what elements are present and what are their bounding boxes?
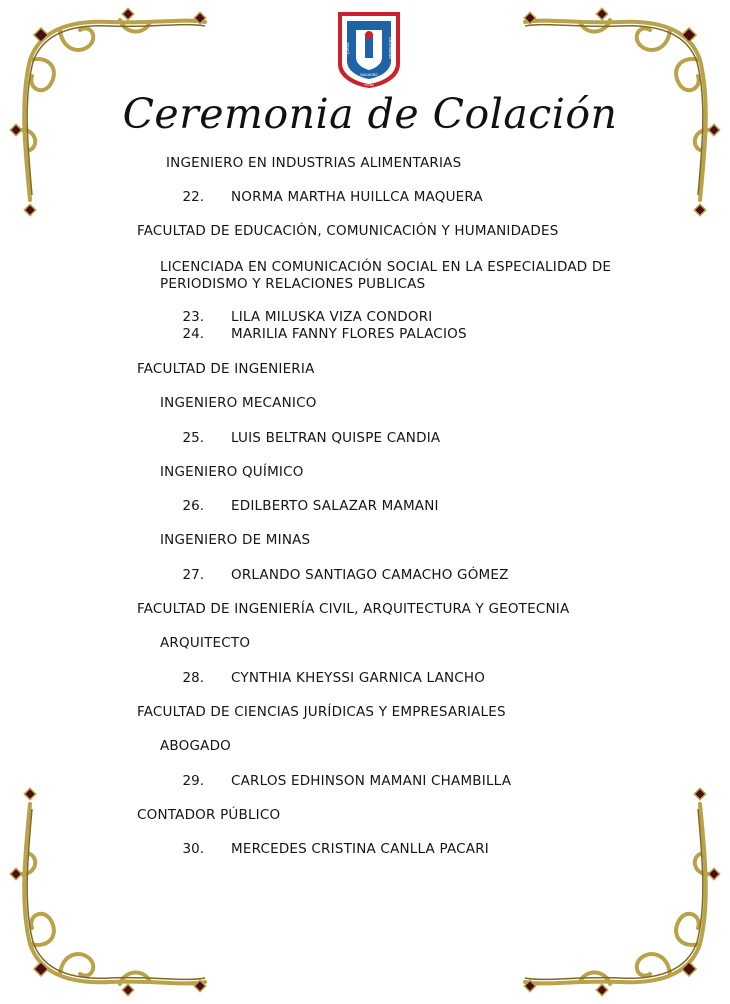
faculty-heading: FACULTAD DE EDUCACIÓN, COMUNICACIÓN Y HUMANIDADES (137, 223, 559, 239)
graduate-name: MARILIA FANNY FLORES PALACIOS (231, 326, 467, 342)
graduate-name: LILA MILUSKA VIZA CONDORI (231, 309, 433, 325)
seal-text-left: JORGE (346, 42, 350, 54)
graduate-number: 30. (182, 841, 204, 857)
graduate-number: 22. (182, 189, 204, 205)
graduate-number: 29. (182, 773, 204, 789)
graduate-name: EDILBERTO SALAZAR MAMANI (231, 498, 439, 514)
seal-text-top: UNIVERSIDAD NACIONAL (347, 17, 391, 21)
faculty-heading: FACULTAD DE CIENCIAS JURÍDICAS Y EMPRESARIALES (137, 704, 506, 720)
section-heading: INGENIERO EN INDUSTRIAS ALIMENTARIAS (166, 155, 462, 171)
graduate-name: ORLANDO SANTIAGO CAMACHO GÓMEZ (231, 567, 509, 583)
seal-text-right: GROHMANN (388, 37, 392, 59)
graduate-number: 28. (182, 670, 204, 686)
page-title: Ceremonia de Colación (122, 90, 618, 138)
degree-heading: INGENIERO MECANICO (160, 395, 317, 411)
graduate-number: 23. (182, 309, 204, 325)
university-seal-icon (334, 8, 404, 90)
graduate-number: 27. (182, 567, 204, 583)
degree-heading: INGENIERO DE MINAS (160, 532, 311, 548)
graduate-name: CYNTHIA KHEYSSI GARNICA LANCHO (231, 670, 486, 686)
faculty-heading: FACULTAD DE INGENIERÍA CIVIL, ARQUITECTURA Y GEOTECNIA (137, 601, 570, 617)
graduate-number: 26. (182, 498, 204, 514)
faculty-heading: FACULTAD DE INGENIERIA (137, 361, 315, 377)
graduate-number: 24. (182, 326, 204, 342)
seal-text-bottom: TACNA (364, 83, 374, 87)
ornament-corner-bottom-right (520, 784, 730, 1004)
seal-text-middle: BASADRE (360, 73, 378, 77)
graduate-name: NORMA MARTHA HUILLCA MAQUERA (231, 189, 483, 205)
degree-heading: ARQUITECTO (160, 635, 251, 651)
degree-heading: LICENCIADA EN COMUNICACIÓN SOCIAL EN LA ESPECIALIDAD DE (160, 259, 612, 275)
graduate-name: MERCEDES CRISTINA CANLLA PACARI (231, 841, 489, 857)
graduate-name: LUIS BELTRAN QUISPE CANDIA (231, 430, 441, 446)
degree-heading: INGENIERO QUÍMICO (160, 464, 304, 480)
degree-heading: CONTADOR PÚBLICO (137, 807, 281, 823)
degree-heading-continued: PERIODISMO Y RELACIONES PUBLICAS (160, 276, 426, 292)
graduate-name: CARLOS EDHINSON MAMANI CHAMBILLA (231, 773, 512, 789)
graduate-number: 25. (182, 430, 204, 446)
degree-heading: ABOGADO (160, 738, 232, 754)
